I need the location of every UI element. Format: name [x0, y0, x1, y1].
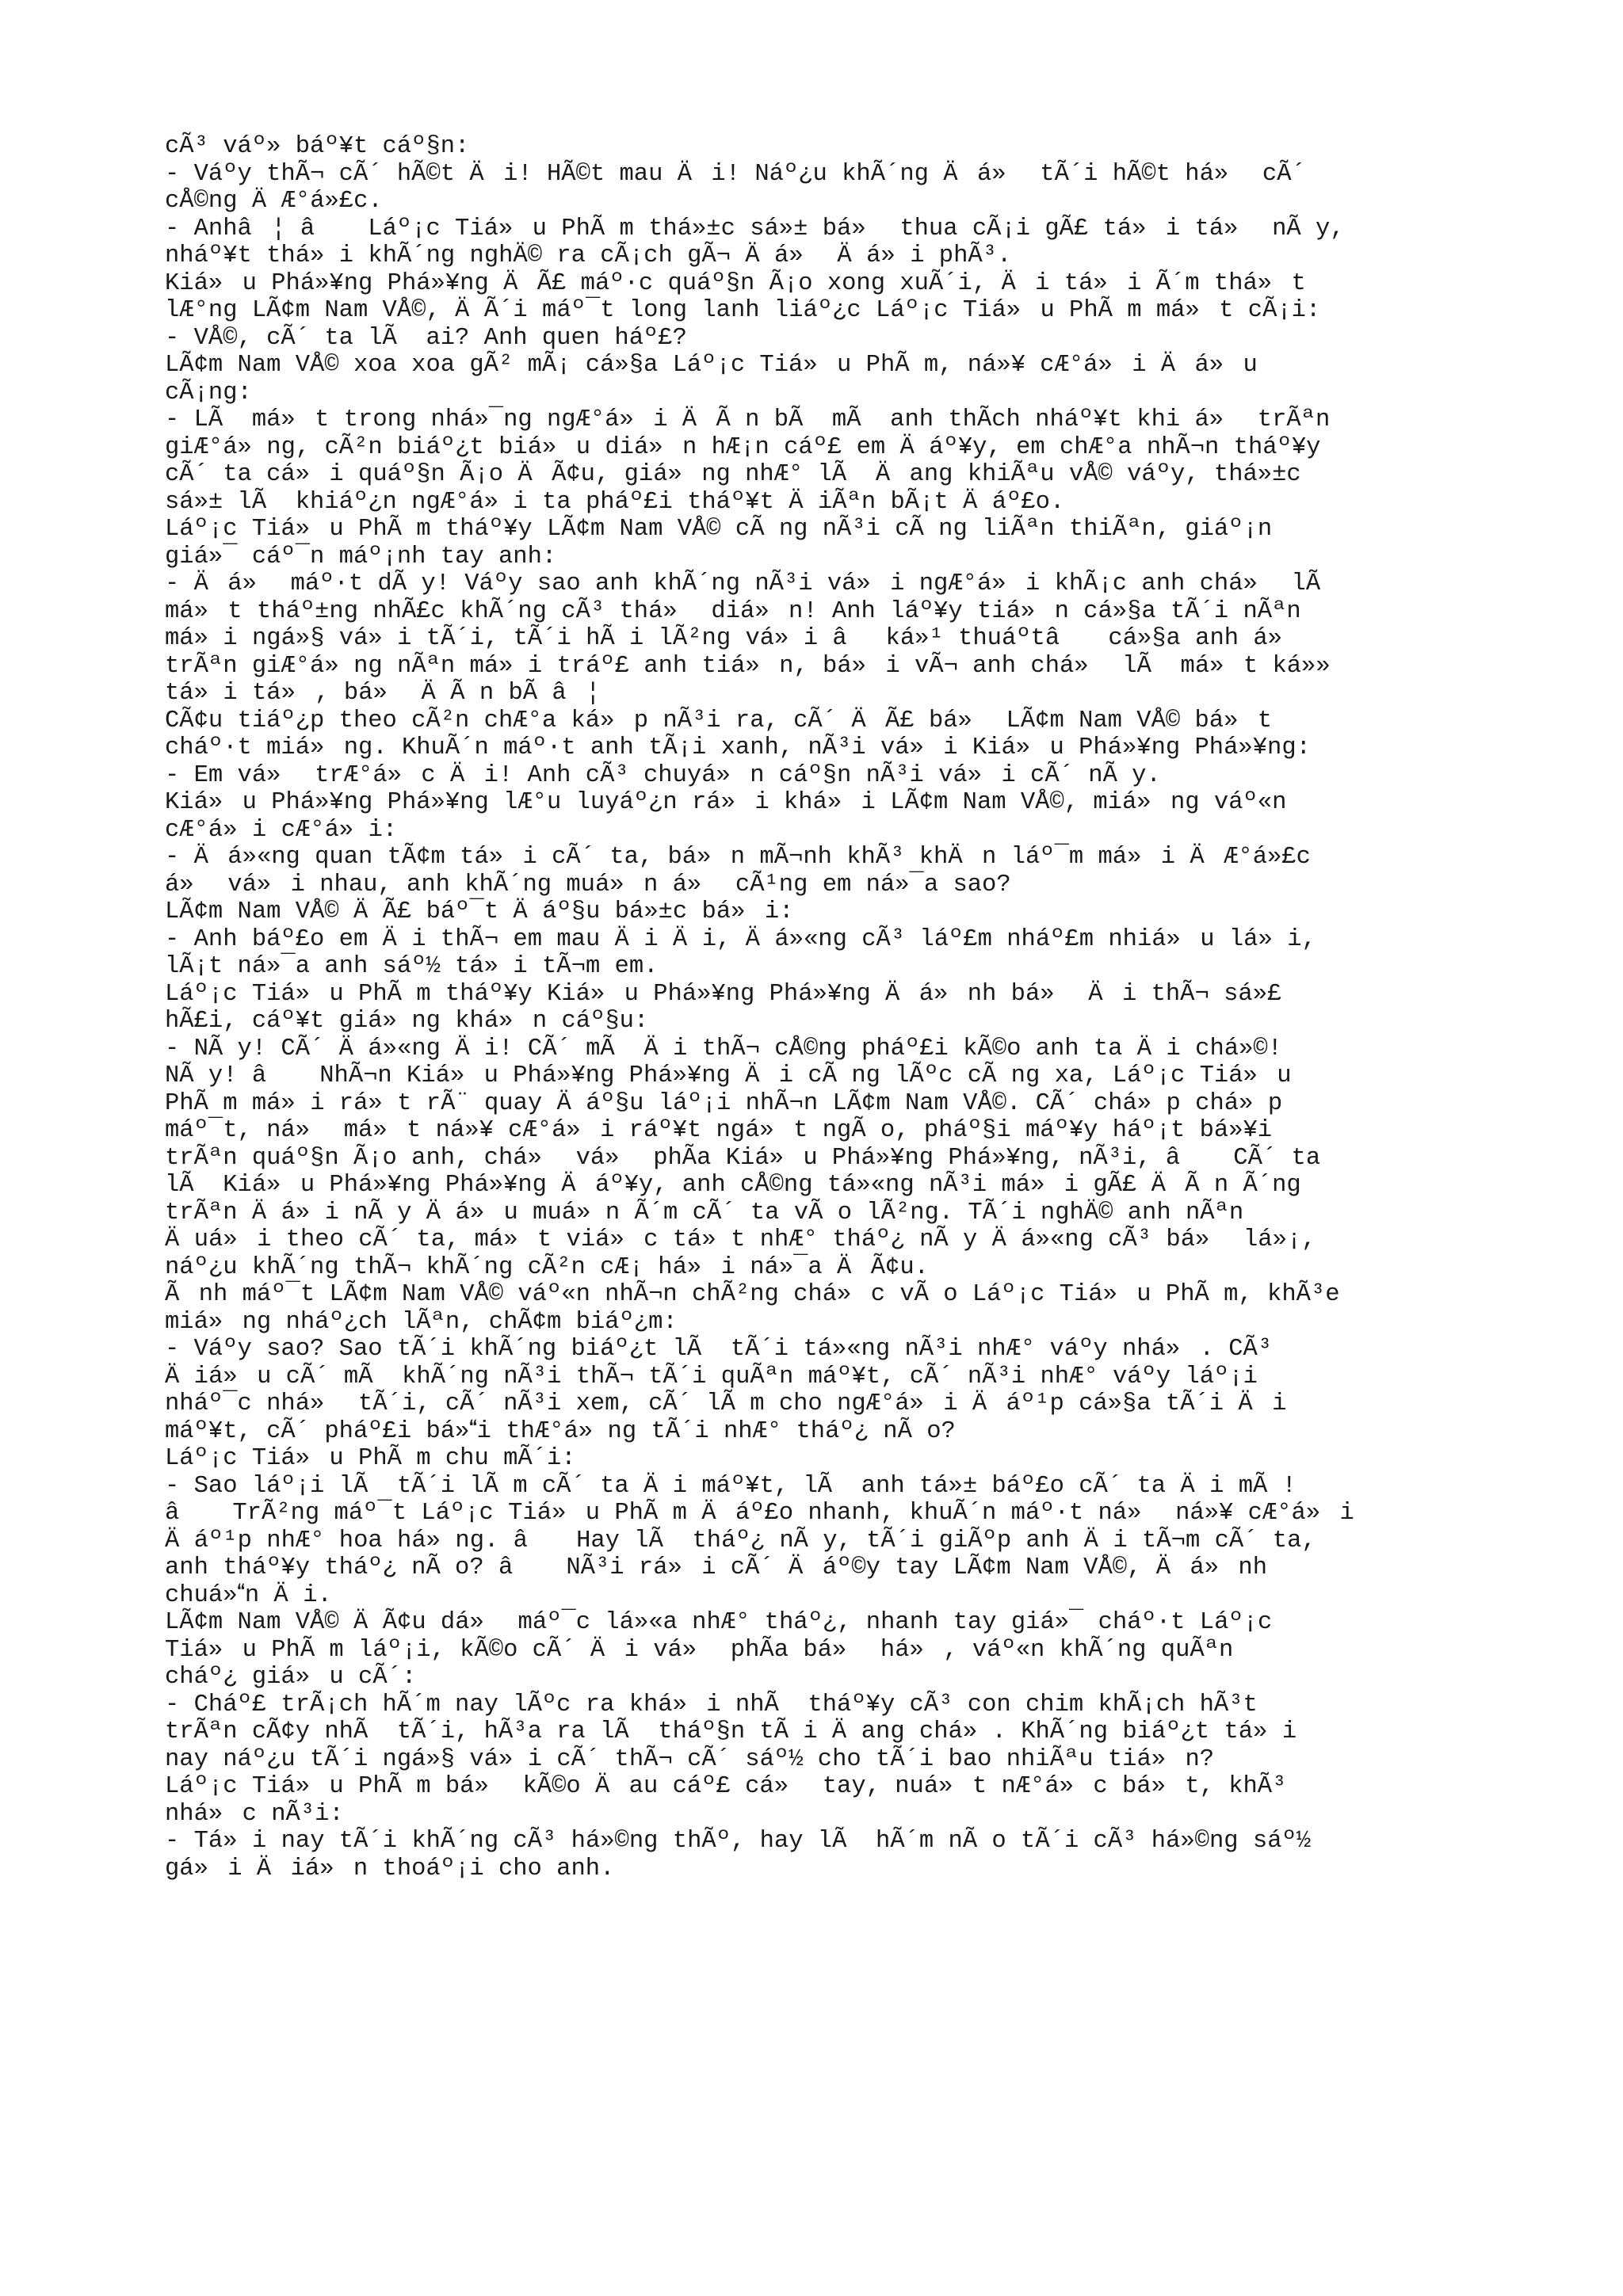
text-line: Láº¡c Tiá»u PhÃ m chu mÃ´i:: [165, 1445, 576, 1472]
text-line: trÃªn quáº§n Ã¡o anh, chá» vá» phÃa Kiá»u Phá»¥ng Phá»¥ng, nÃ³i, â CÃ´ ta: [165, 1144, 1321, 1172]
text-line: sá»± lÃ khiáº¿n ngÆ°á»i ta pháº£i tháº¥t ÄiÃªn bÃ¡t Äáº£o.: [165, 488, 1065, 516]
text-line: Äiá»u cÃ´ mÃ khÃ´ng nÃ³i thÃ¬ tÃ´i quÃªn máº¥t, cÃ´ nÃ³i nhÆ° váºy láº¡i: [165, 1363, 1258, 1390]
text-line: cÃ¡ng:: [165, 379, 252, 406]
text-line: CÃ¢u tiáº¿p theo cÃ²n chÆ°a ká»p nÃ³i ra, cÃ´ ÄÃ£ bá» LÃ¢m Nam VÅ© bá»t: [165, 707, 1273, 734]
text-line: Láº¡c Tiá»u PhÃ m bá» kÃ©o Äau cáº£ cá» tay, nuá»t nÆ°á»c bá»t, khÃ³: [165, 1773, 1287, 1800]
text-line: trÃªn giÆ°á»ng nÃªn má»i tráº£ anh tiá»n, bá»i vÃ¬ anh chá» lÃ má»t ká»»: [165, 652, 1331, 680]
text-line: chuá»n Äi.: [165, 1581, 332, 1609]
text-line: cÃ´ ta cá»i quáº§n Ã¡o ÄÃ¢u, giá»ng nhÆ° lÃ Äang khiÃªu vÅ© váºy, thá»±c: [165, 461, 1301, 488]
text-line: Äuá»i theo cÃ´ ta, má»t viá»c tá»t nhÆ° tháº¿ nÃ y Äá»«ng cÃ³ bá» lá»¡,: [165, 1226, 1316, 1253]
text-line: Äáº¹p nhÆ° hoa há»ng. â Hay lÃ tháº¿ nÃ y, tÃ´i giÃºp anh Äi tÃ¬m cÃ´ ta,: [165, 1527, 1316, 1554]
text-line: cÃ³ váº» báº¥t cáº§n:: [165, 133, 470, 160]
text-line: nháº¯c nhá» tÃ´i, cÃ´ nÃ³i xem, cÃ´ lÃ m cho ngÆ°á»i Äáº¹p cá»§a tÃ´i Äi: [165, 1390, 1287, 1417]
text-line: â TrÃ²ng máº¯t Láº¡c Tiá»u PhÃ m Äáº£o nhanh, khuÃ´n máº·t ná» ná»¥ cÆ°á»i: [165, 1500, 1354, 1527]
text-line: lÃ¡t ná»¯a anh sáº½ tá»i tÃ¬m em.: [165, 953, 659, 980]
text-line: cÅ©ng ÄÆ°á»£c.: [165, 188, 383, 215]
text-line: LÃ¢m Nam VÅ© xoa xoa gÃ² mÃ¡ cá»§a Láº¡c Tiá»u PhÃ m, ná»¥ cÆ°á»i Äá»u: [165, 352, 1258, 379]
text-line: má»i ngá»§ vá»i tÃ´i, tÃ´i hÃ i lÃ²ng vá»i âká»¹ thuáºtâ cá»§a anh á»: [165, 625, 1302, 652]
text-line: LÃ¢m Nam VÅ© ÄÃ£ báº¯t Äáº§u bá»±c bá»i:: [165, 898, 794, 925]
text-line: - Em vá» trÆ°á»c Äi! Anh cÃ³ chuyá»n cáº§n nÃ³i vá»i cÃ´ nÃ y.: [165, 761, 1161, 789]
text-line: tá»i tá», bá» ÄÃ n bÃ â¦: [165, 680, 601, 707]
text-line: Ãnh máº¯t LÃ¢m Nam VÅ© váº«n nhÃ¬n chÃ²ng chá»c vÃ o Láº¡c Tiá»u PhÃ m, khÃ³e: [165, 1281, 1340, 1308]
text-line: - Äá» máº·t dÃ y! Váºy sao anh khÃ´ng nÃ³i vá»i ngÆ°á»i khÃ¡c anh chá» lÃ: [165, 570, 1335, 597]
text-line: nháº¥t thá»i khÃ´ng nghÄ© ra cÃ¡ch gÃ¬ Äá» Äá»i phÃ³.: [165, 242, 1012, 269]
text-line: - Anhâ¦ â Láº¡c Tiá»u PhÃ m thá»±c sá»± bá» thua cÃ¡i gÃ£ tá»i tá» nÃ y,: [165, 215, 1345, 242]
text-line: giÆ°á»ng, cÃ²n biáº¿t biá»u diá» n hÆ¡n cáº£ em Äáº¥y, em chÆ°a nhÃ¬n tháº¥y: [165, 433, 1321, 461]
text-line: - Sao láº¡i lÃ tÃ´i lÃ m cÃ´ ta Äi máº¥t, lÃ anh tá»± báº£o cÃ´ ta Äi mÃ !: [165, 1472, 1296, 1500]
text-line: náº¿u khÃ´ng thÃ¬ khÃ´ng cÃ²n cÆ¡ há»i ná»¯a ÄÃ¢u.: [165, 1253, 929, 1281]
text-line: PhÃ m má»i rá»t rÃ¨ quay Äáº§u láº¡i nhÃ¬n LÃ¢m Nam VÅ©. CÃ´ chá»p chá»p: [165, 1089, 1283, 1117]
text-line: lÃ Kiá»u Phá»¥ng Phá»¥ng Äáº¥y, anh cÅ©ng tá»«ng nÃ³i má»i gÃ£ ÄÃ n Ã´ng: [165, 1172, 1301, 1199]
text-line: Kiá»u Phá»¥ng Phá»¥ng lÆ°u luyáº¿n rá»i khá»i LÃ¢m Nam VÅ©, miá»ng váº«n: [165, 789, 1287, 816]
text-line: máº¯t, ná» má»t ná»¥ cÆ°á»i ráº¥t ngá»t ngÃ o, pháº§i máº¥y háº¡t bá»¥i: [165, 1117, 1273, 1144]
text-line: cháº·t miá»ng. KhuÃ´n máº·t anh tÃ¡i xanh, nÃ³i vá»i Kiá»u Phá»¥ng Phá»¥ng:: [165, 734, 1311, 761]
text-line: cÆ°á»i cÆ°á»i:: [165, 816, 398, 844]
text-line: lÆ°ng LÃ¢m Nam VÅ©, ÄÃ´i máº¯t long lanh liáº¿c Láº¡c Tiá»u PhÃ m má»t cÃ¡i:: [165, 297, 1321, 324]
text-line: miá»ng nháº¿ch lÃªn, chÃ¢m biáº¿m:: [165, 1308, 678, 1336]
text-line: LÃ¢m Nam VÅ© ÄÃ¢u dá» máº¯c lá»«a nhÆ° tháº¿, nhanh tay giá»¯ cháº·t Láº¡c: [165, 1609, 1273, 1636]
text-line: á» vá»i nhau, anh khÃ´ng muá»n á» cÃ¹ng em ná»¯a sao?: [165, 871, 1011, 898]
text-line: trÃªn Äá»i nÃ y Äá»u muá»n Ã´m cÃ´ ta vÃ o lÃ²ng. TÃ´i nghÄ© anh nÃªn: [165, 1199, 1244, 1226]
text-line: Kiá»u Phá»¥ng Phá»¥ng ÄÃ£ máº·c quáº§n Ã¡o xong xuÃ´i, Äi tá»i Ã´m thá»t: [165, 269, 1306, 297]
text-line: cháº¿ giá» u cÃ´:: [165, 1664, 417, 1691]
text-line: - Váºy sao? Sao tÃ´i khÃ´ng biáº¿t lÃ tÃ´i tá»«ng nÃ³i nhÆ° váºy nhá». CÃ³: [165, 1336, 1273, 1363]
text-line: nhá»c nÃ³i:: [165, 1800, 344, 1828]
text-line: má»t tháº±ng nhÃ£c khÃ´ng cÃ³ thá» diá» n! Anh láº¥y tiá»n cá»§a tÃ´i nÃªn: [165, 597, 1301, 625]
text-line: hÃ£i, cáº¥t giá»ng khá»n cáº§u:: [165, 1008, 649, 1035]
text-line: - VÅ©, cÃ´ ta lÃ ai? Anh quen háº£?: [165, 324, 687, 352]
text-line: - Anh báº£o em Äi thÃ¬ em mau Äi Äi, Äá»«ng cÃ³ láº£m nháº£m nhiá»u lá»i,: [165, 925, 1316, 953]
text-line: - NÃ y! CÃ´ Äá»«ng Äi! CÃ´ mÃ Äi thÃ¬ cÅ©ng pháº£i kÃ©o anh ta Äi chá»©!: [165, 1035, 1282, 1062]
text-line: giá»¯ cáº¯n máº¡nh tay anh:: [165, 543, 557, 570]
text-line: anh tháº¥y tháº¿ nÃ o? â NÃ³i rá»i cÃ´ Äáº©y tay LÃ¢m Nam VÅ©, Äá»nh: [165, 1554, 1268, 1581]
document-page: [165, 133, 1480, 1882]
text-line: gá»i Äiá»n thoáº¡i cho anh.: [165, 1855, 615, 1882]
text-line: - Váºy thÃ¬ cÃ´ hÃ©t Äi! HÃ©t mau Äi! Náº¿u khÃ´ng Äá» tÃ´i hÃ©t há» cÃ´: [165, 160, 1306, 188]
text-line: - LÃ má»t trong nhá»¯ng ngÆ°á»i ÄÃ n bÃ mÃ anh thÃch nháº¥t khi á» trÃªn: [165, 406, 1331, 433]
text-line: trÃªn cÃ¢y nhÃ tÃ´i, hÃ³a ra lÃ tháº§n tÃ i Äang chá». KhÃ´ng biáº¿t tá»i: [165, 1718, 1297, 1745]
text-line: Tiá»u PhÃ m láº¡i, kÃ©o cÃ´ Äi vá» phÃa bá» há», váº«n khÃ´ng quÃªn: [165, 1636, 1234, 1664]
text-line: máº¥t, cÃ´ pháº£i bá»i thÆ°á»ng tÃ´i nhÆ° tháº¿ nÃ o?: [165, 1417, 956, 1445]
text-line: NÃ y! â NhÃ¬n Kiá»u Phá»¥ng Phá»¥ng Äi cÃ ng lÃºc cÃ ng xa, Láº¡c Tiá»u: [165, 1062, 1292, 1089]
text-line: Láº¡c Tiá»u PhÃ m tháº¥y Kiá»u Phá»¥ng Phá»¥ng Äá»nh bá» Äi thÃ¬ sá»£: [165, 980, 1282, 1008]
text-line: Láº¡c Tiá»u PhÃ m tháº¥y LÃ¢m Nam VÅ© cÃ ng nÃ³i cÃ ng liÃªn thiÃªn, giáº¡n: [165, 516, 1273, 543]
text-line: - Äá»«ng quan tÃ¢m tá»i cÃ´ ta, bá»n mÃ¬nh khÃ³ khÄn láº¯m má»i ÄÆ°á»£c: [165, 844, 1311, 871]
text-line: - Tá»i nay tÃ´i khÃ´ng cÃ³ há»©ng thÃº, hay lÃ hÃ´m nÃ o tÃ´i cÃ³ há»©ng sáº½: [165, 1828, 1312, 1855]
text-line: nay náº¿u tÃ´i ngá»§ vá»i cÃ´ thÃ¬ cÃ´ sáº½ cho tÃ´i bao nhiÃªu tiá»n?: [165, 1745, 1215, 1773]
text-line: - Cháº£ trÃ¡ch hÃ´m nay lÃºc ra khá»i nhÃ tháº¥y cÃ³ con chim khÃ¡ch hÃ³t: [165, 1691, 1258, 1718]
